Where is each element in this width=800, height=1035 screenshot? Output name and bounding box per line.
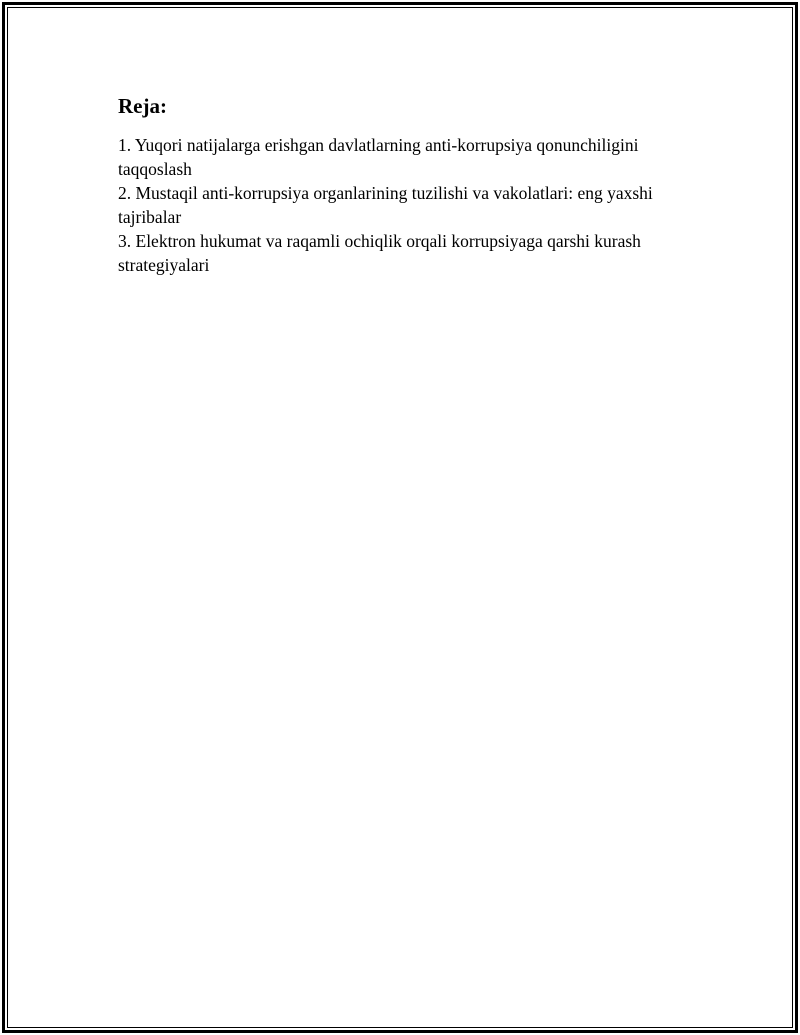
- plan-item: 1. Yuqori natijalarga erishgan davlatlarning anti-korrupsiya qonunchiligini taqqoslash: [118, 135, 639, 179]
- plan-list: [118, 133, 693, 277]
- plan-heading: Reja:: [118, 94, 167, 118]
- plan-item: 3. Elektron hukumat va raqamli ochiqlik orqali korrupsiyaga qarshi kurash strategiyalari: [118, 231, 641, 275]
- document-body: [118, 94, 693, 277]
- plan-item: 2. Mustaqil anti-korrupsiya organlarining tuzilishi va vakolatlari: eng yaxshi tajribalar: [118, 183, 653, 227]
